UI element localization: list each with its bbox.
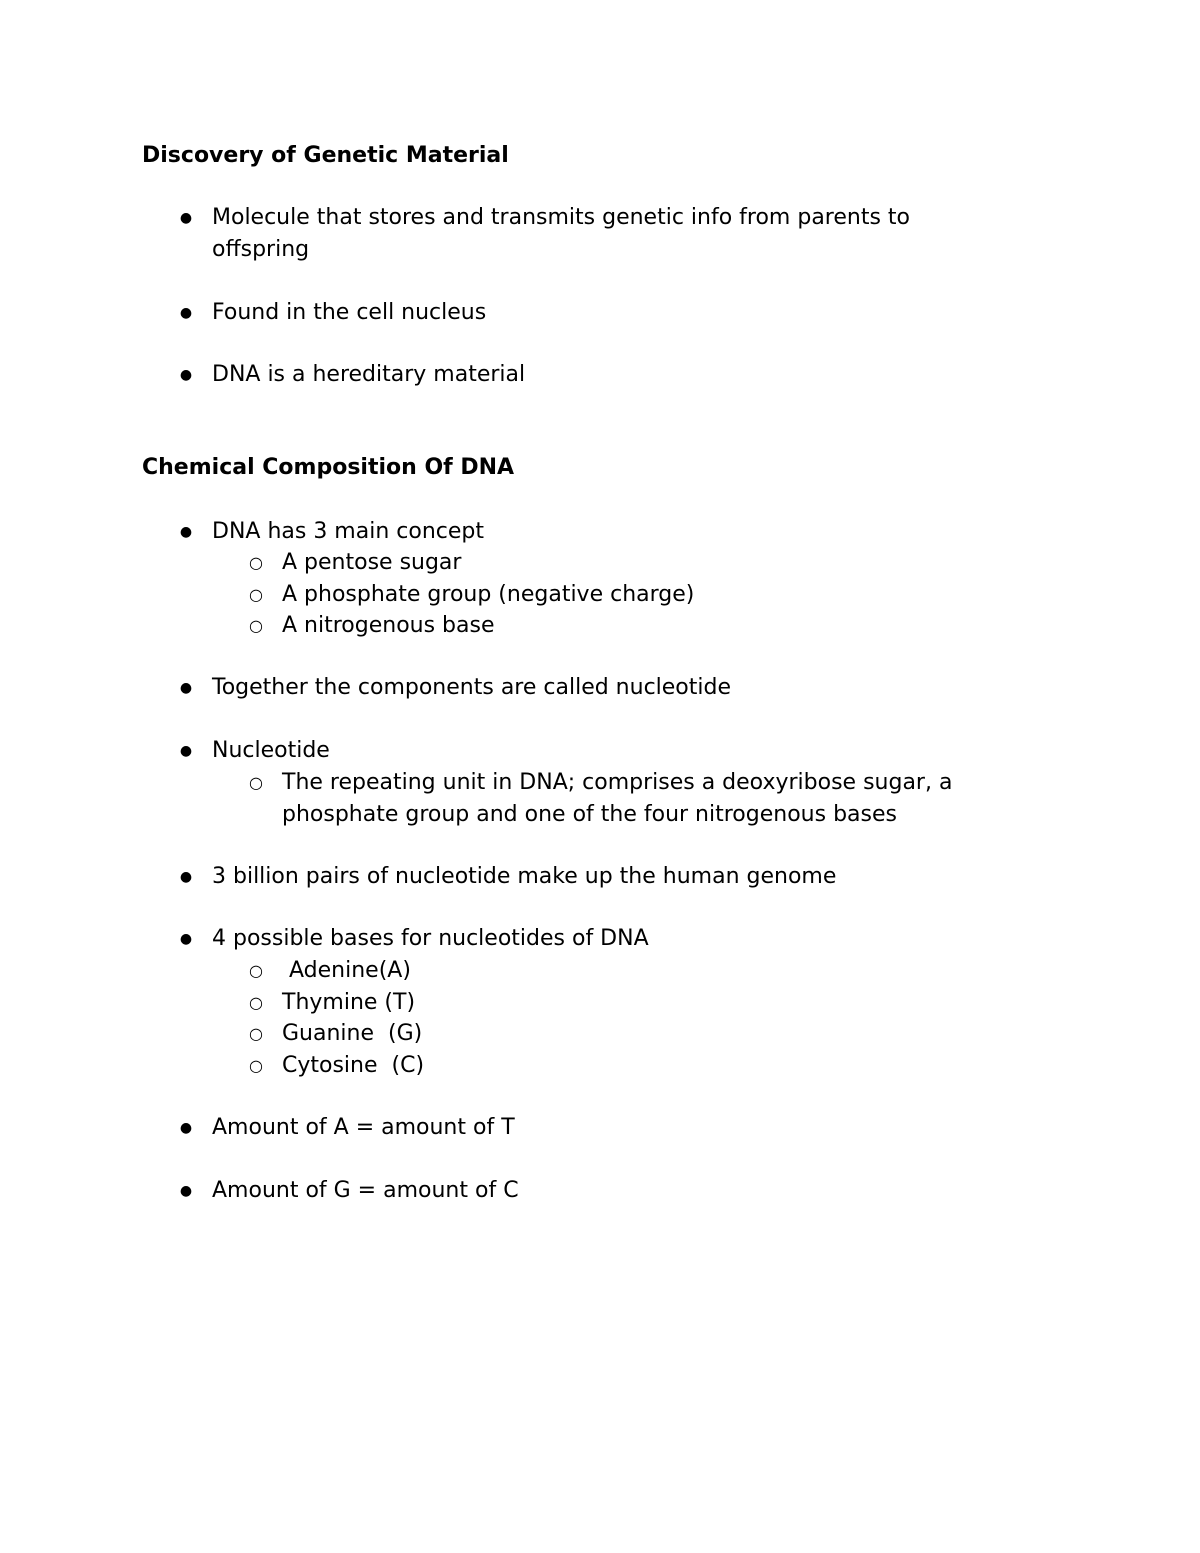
sub-list-item-text: The repeating unit in DNA; comprises a deoxyribose sugar, a: [282, 770, 953, 795]
list-item-text: DNA is a hereditary material: [212, 362, 526, 387]
list-item-text: Molecule that stores and transmits genetic info from parents to: [212, 205, 911, 230]
sub-list-item: [249, 955, 411, 987]
hollow-bullet-icon: ○: [249, 616, 263, 635]
list-item-text: Found in the cell nucleus: [212, 300, 487, 325]
list-item: [179, 1175, 519, 1207]
list-item-text: Amount of G = amount of C: [212, 1178, 519, 1203]
sub-list-item-text: A nitrogenous base: [282, 613, 495, 638]
hollow-bullet-icon: ○: [249, 773, 263, 792]
list-item: [179, 359, 526, 391]
bullet-icon: ●: [179, 680, 193, 696]
bullet-icon: ●: [179, 367, 193, 383]
bullet-icon: ●: [179, 869, 193, 885]
sub-list-item: [249, 1050, 425, 1082]
sub-list-item-text: A phosphate group (negative charge): [282, 582, 695, 607]
bullet-icon: ●: [179, 931, 193, 947]
bullet-icon: ●: [179, 743, 193, 759]
list-item: [179, 1112, 515, 1144]
bullet-icon: ●: [179, 210, 193, 226]
list-item-text: Amount of A = amount of T: [212, 1115, 515, 1140]
sub-list-item: [249, 547, 462, 579]
list-item-text: offspring: [212, 237, 310, 262]
sub-list-item-text: Thymine (T): [282, 990, 416, 1015]
hollow-bullet-icon: ○: [249, 1056, 263, 1075]
list-item-text: 3 billion pairs of nucleotide make up the human genome: [212, 864, 837, 889]
sub-list-item-text: Guanine (G): [282, 1021, 423, 1046]
hollow-bullet-icon: ○: [249, 993, 263, 1012]
sub-list-item: [249, 987, 416, 1019]
hollow-bullet-icon: ○: [249, 1024, 263, 1043]
list-item: [179, 923, 649, 955]
list-item: [179, 861, 837, 893]
bullet-icon: ●: [179, 305, 193, 321]
sub-list-item-text: Cytosine (C): [282, 1053, 425, 1078]
list-item: [179, 735, 330, 767]
list-item: [179, 516, 484, 548]
bullet-icon: ●: [179, 1120, 193, 1136]
section-heading: Chemical Composition Of DNA: [142, 455, 515, 480]
section-heading: Discovery of Genetic Material: [142, 143, 509, 168]
list-item: [179, 672, 732, 704]
list-item: [179, 202, 911, 266]
sub-list-item-text: A pentose sugar: [282, 550, 462, 575]
hollow-bullet-icon: ○: [249, 961, 263, 980]
bullet-icon: ●: [179, 524, 193, 540]
sub-list-item: [249, 610, 495, 642]
sub-list-item: [249, 1018, 423, 1050]
bullet-icon: ●: [179, 1183, 193, 1199]
sub-list-item-text: phosphate group and one of the four nitrogenous bases: [282, 802, 897, 827]
list-item-text: Together the components are called nucleotide: [212, 675, 732, 700]
list-item-text: Nucleotide: [212, 738, 330, 763]
sub-list-item: [249, 579, 695, 611]
list-item-text: 4 possible bases for nucleotides of DNA: [212, 926, 649, 951]
list-item: [179, 297, 487, 329]
sub-list-item-text: Adenine(A): [282, 958, 411, 983]
list-item-text: DNA has 3 main concept: [212, 519, 484, 544]
hollow-bullet-icon: ○: [249, 553, 263, 572]
hollow-bullet-icon: ○: [249, 585, 263, 604]
sub-list-item: [249, 767, 953, 831]
